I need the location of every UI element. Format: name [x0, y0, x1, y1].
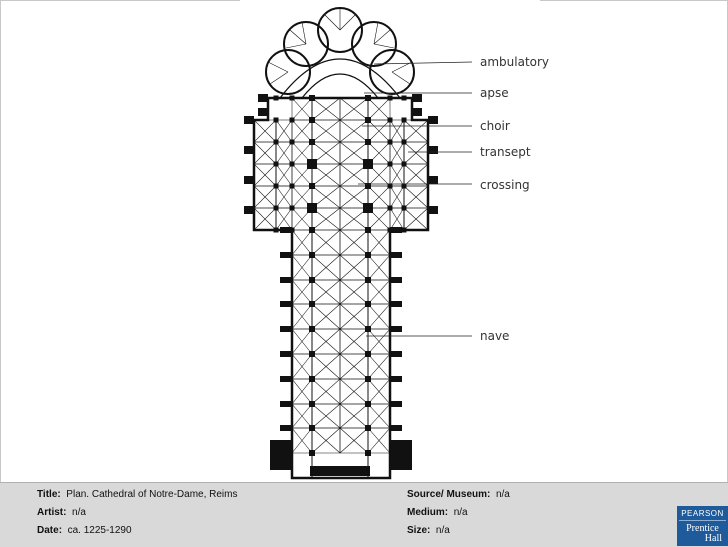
buttress [390, 376, 402, 382]
date-row: Date: ca. 1225-1290 [37, 525, 132, 536]
pier [309, 376, 315, 382]
west-portal [310, 466, 370, 476]
date-value: ca. 1225-1290 [67, 525, 132, 536]
label-choir: choir [480, 119, 510, 133]
buttress [258, 94, 268, 102]
pier [274, 162, 279, 167]
source-row: Source/ Museum: n/a [407, 489, 510, 500]
pier [309, 277, 315, 283]
buttress [244, 116, 254, 124]
buttress [280, 227, 292, 233]
pier [365, 425, 371, 431]
pier [274, 118, 279, 123]
buttress [280, 425, 292, 431]
pier [402, 228, 407, 233]
pier [309, 139, 315, 145]
pier [309, 252, 315, 258]
pier [290, 184, 295, 189]
buttress [428, 146, 438, 154]
cathedral-plan [240, 0, 550, 481]
pier [274, 140, 279, 145]
pearson-logo: PEARSON Prentice Hall [677, 506, 728, 546]
pier [309, 227, 315, 233]
pier [274, 96, 279, 101]
buttress [390, 277, 402, 283]
pier [365, 376, 371, 382]
pier [388, 96, 393, 101]
pier [290, 96, 295, 101]
artist-row: Artist: n/a [37, 507, 86, 518]
pier [388, 206, 393, 211]
label-transept: transept [480, 145, 531, 159]
pier [402, 206, 407, 211]
label-ambulatory: ambulatory [480, 55, 550, 69]
buttress [244, 146, 254, 154]
artist-value: n/a [72, 507, 86, 518]
title-label: Title [37, 489, 58, 500]
size-row: Size: n/a [407, 525, 450, 536]
pier [365, 139, 371, 145]
pier [274, 184, 279, 189]
pier [388, 118, 393, 123]
buttress [258, 108, 268, 116]
pier [402, 140, 407, 145]
date-label: Date [37, 525, 59, 536]
pier [365, 277, 371, 283]
buttress [280, 277, 292, 283]
pier [309, 95, 315, 101]
source-label: Source/ Museum [407, 489, 488, 500]
label-apse: apse [480, 86, 509, 100]
buttress [428, 206, 438, 214]
buttress [428, 116, 438, 124]
pier [365, 95, 371, 101]
buttress [428, 176, 438, 184]
pier [365, 117, 371, 123]
pier [309, 117, 315, 123]
pier [365, 450, 371, 456]
buttress [244, 176, 254, 184]
crossing-pier [307, 159, 317, 169]
pier [365, 252, 371, 258]
buttress [390, 252, 402, 258]
buttress [390, 227, 402, 233]
crossing-pier [307, 203, 317, 213]
label-crossing: crossing [480, 178, 530, 192]
buttress [280, 301, 292, 307]
label-nave: nave [480, 329, 510, 343]
pier [309, 326, 315, 332]
pier [309, 183, 315, 189]
medium-label: Medium [407, 507, 445, 518]
pier [309, 401, 315, 407]
pier [290, 206, 295, 211]
pier [290, 162, 295, 167]
medium-value: n/a [453, 507, 468, 518]
crossing-pier [363, 203, 373, 213]
buttress [280, 252, 292, 258]
artist-label: Artist [37, 507, 64, 518]
pier [309, 301, 315, 307]
pier [388, 140, 393, 145]
buttress [390, 401, 402, 407]
west-tower [390, 440, 412, 470]
pier [290, 118, 295, 123]
pier [365, 401, 371, 407]
pier [402, 96, 407, 101]
buttress [244, 206, 254, 214]
pier [365, 351, 371, 357]
caption-footer [0, 482, 728, 547]
pier [365, 227, 371, 233]
buttress [280, 351, 292, 357]
pier [274, 206, 279, 211]
source-value: n/a [495, 489, 510, 500]
pier [309, 351, 315, 357]
pier [290, 140, 295, 145]
buttress [390, 326, 402, 332]
pier [309, 450, 315, 456]
pier [309, 425, 315, 431]
medium-row: Medium: n/a [407, 507, 468, 518]
pier [365, 326, 371, 332]
buttress [412, 108, 422, 116]
buttress [280, 376, 292, 382]
west-tower [270, 440, 292, 470]
size-label: Size [407, 525, 428, 536]
pier [365, 301, 371, 307]
title-value: Plan. Cathedral of Notre-Dame, Reims [66, 489, 238, 500]
buttress [390, 301, 402, 307]
crossing-pier [363, 159, 373, 169]
pier [402, 118, 407, 123]
buttress [412, 94, 422, 102]
pier [388, 162, 393, 167]
pier [402, 162, 407, 167]
pier [274, 228, 279, 233]
buttress [390, 351, 402, 357]
cathedral-plan-drawing [240, 0, 540, 481]
buttress [280, 401, 292, 407]
title-row: Title: Plan. Cathedral of Notre-Dame, Reims [37, 489, 238, 500]
size-value: n/a [435, 525, 450, 536]
buttress [390, 425, 402, 431]
buttress [280, 326, 292, 332]
